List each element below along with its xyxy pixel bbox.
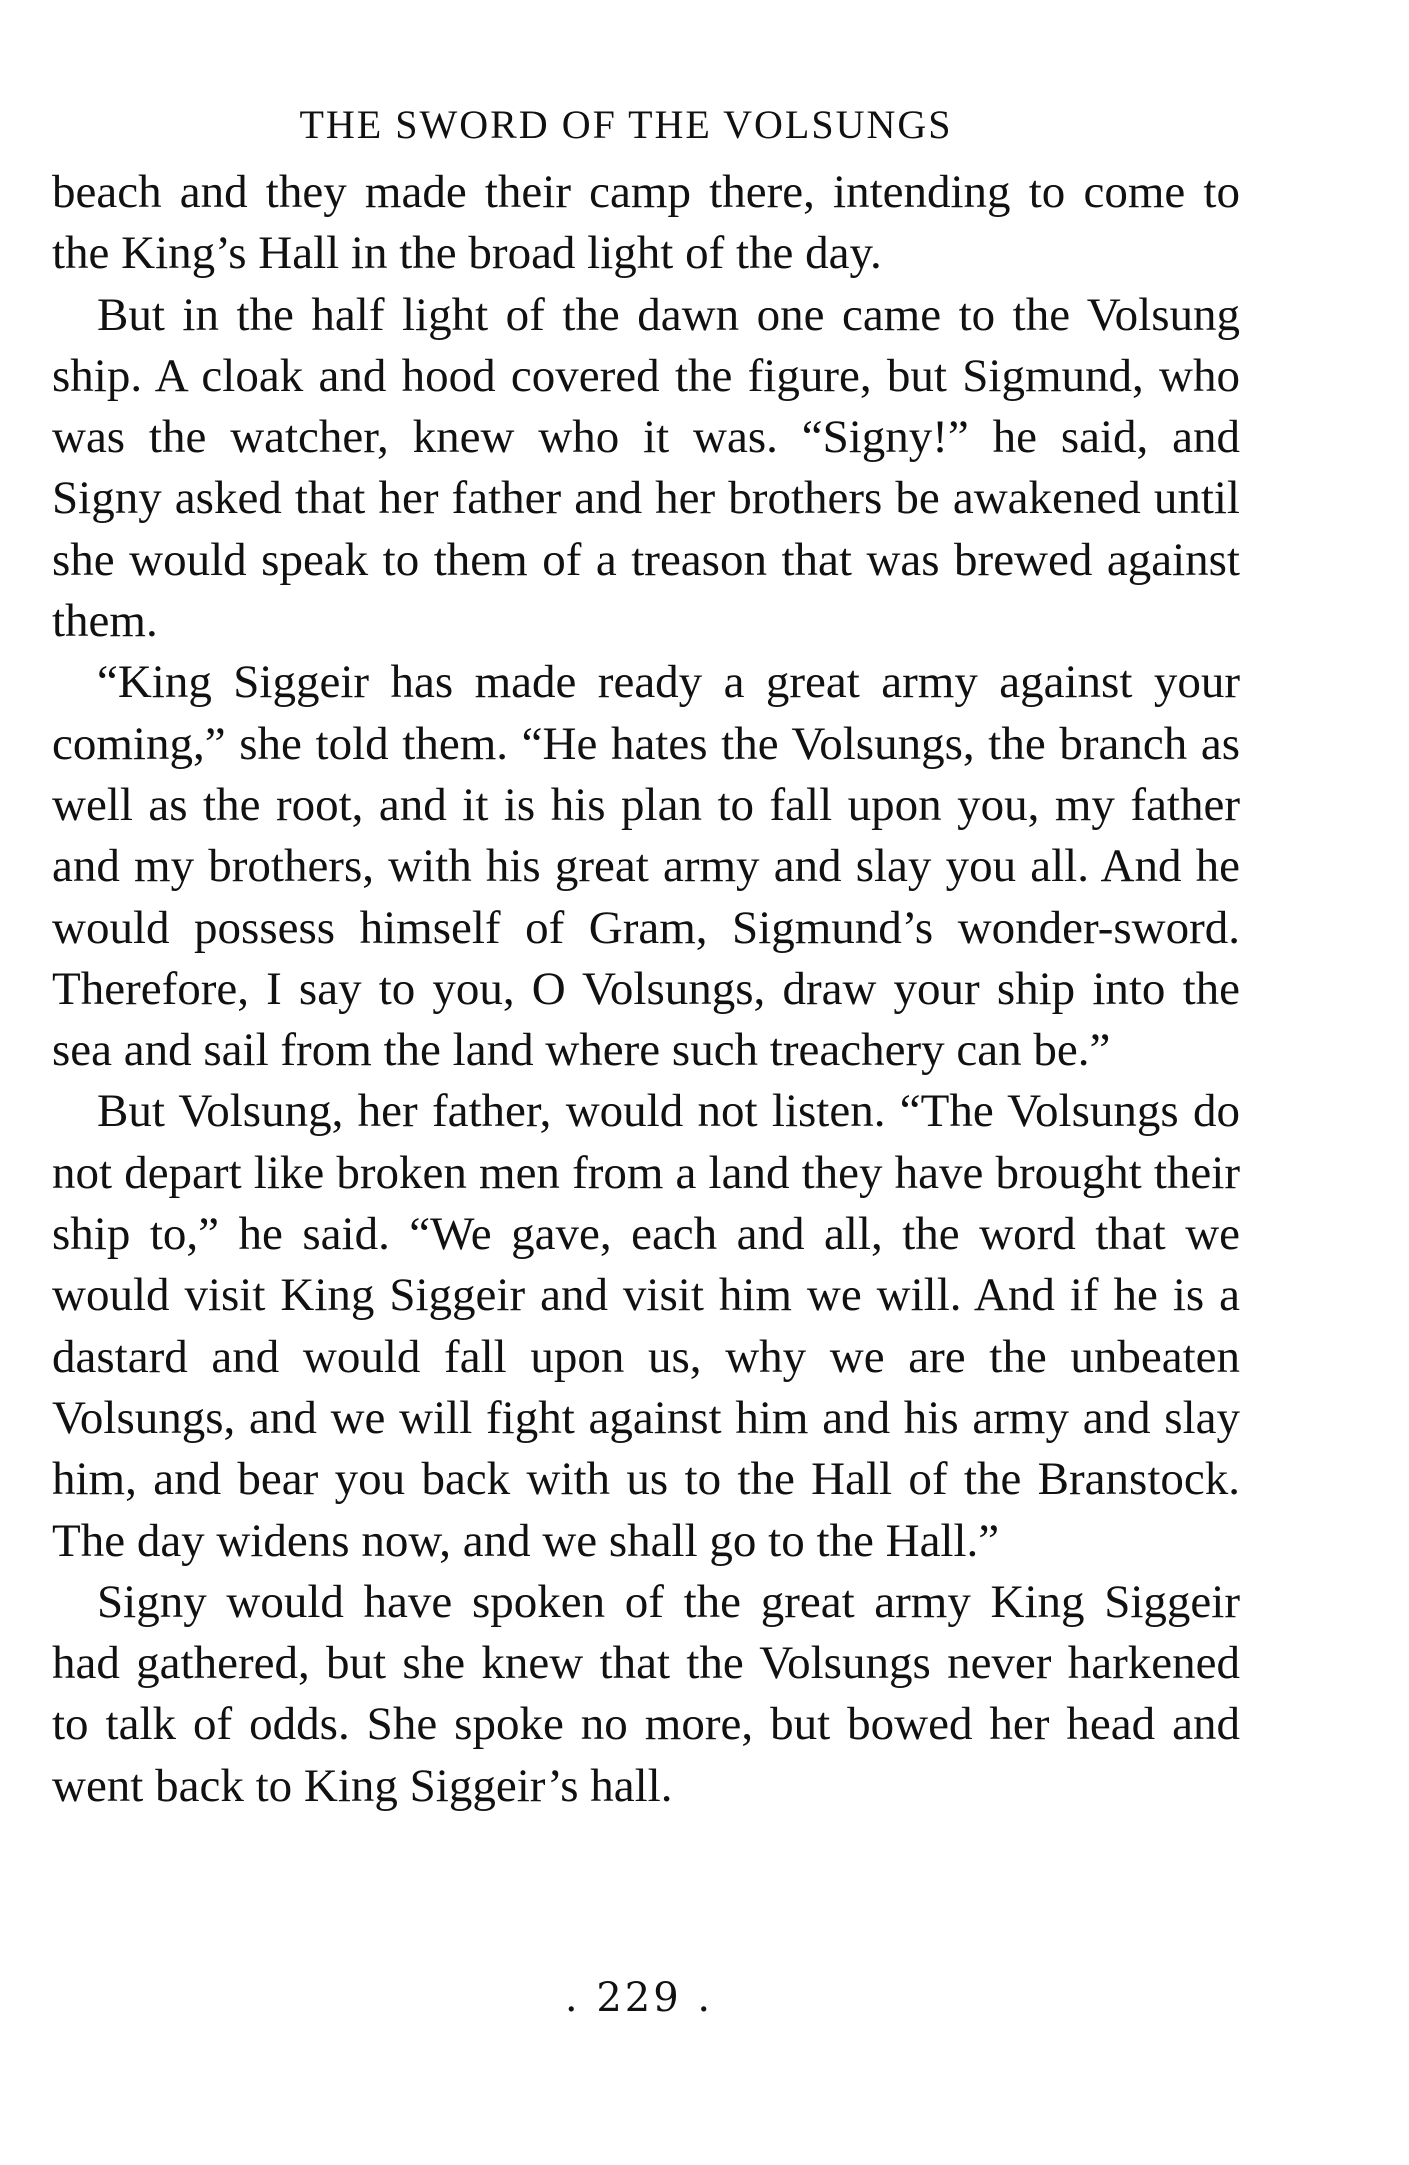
paragraph-4: But Volsung, her father, would not listen. “The Volsungs do not depart like broken men from a land they have brought their ship to,” he said. “We gave, each and all, the word that we would visit King Siggeir and visit him we will. And if he is a dastard and would fall upon us, why we are the unbeaten Volsungs, and we will fight against him and his army and slay him, and bear you back with us to the Hall of the Branstock. The day widens now, and we shall go to the Hall.”: [52, 1085, 1240, 1567]
paragraph-3: “King Siggeir has made ready a great army against your coming,” she told them. “He hates the Volsungs, the branch as well as the root, and it is his plan to fall upon you, my father and my brothers, with his great army and slay you all. And he would possess himself of Gram, Sigmund’s wonder-sword. Therefore, I say to you, O Volsungs, draw your ship into the sea and sail from the land where such treachery can be.”: [52, 656, 1240, 1077]
paragraph-5: Signy would have spoken of the great army King Siggeir had gathered, but she knew that the Volsungs never harkened to talk of odds. She spoke no more, but bowed her head and went back to King Siggeir’s hall.: [52, 1575, 1240, 1812]
paragraph-2: But in the half light of the dawn one came to the Volsung ship. A cloak and hood covered the figure, but Sigmund, who was the watcher, knew who it was. “Signy!” he said, and Signy asked that her father and her brothers be awakened until she would speak to them of a treason that was brewed against them.: [52, 288, 1240, 648]
book-page: [52, 100, 1240, 1817]
paragraph-1: beach and they made their camp there, intending to come to the King’s Hall in the broad light of the day.: [52, 166, 1240, 280]
page-number: . 229 .: [564, 1975, 714, 2021]
running-head: THE SWORD OF THE VOLSUNGS: [299, 102, 953, 147]
body-text: [52, 162, 1240, 1817]
